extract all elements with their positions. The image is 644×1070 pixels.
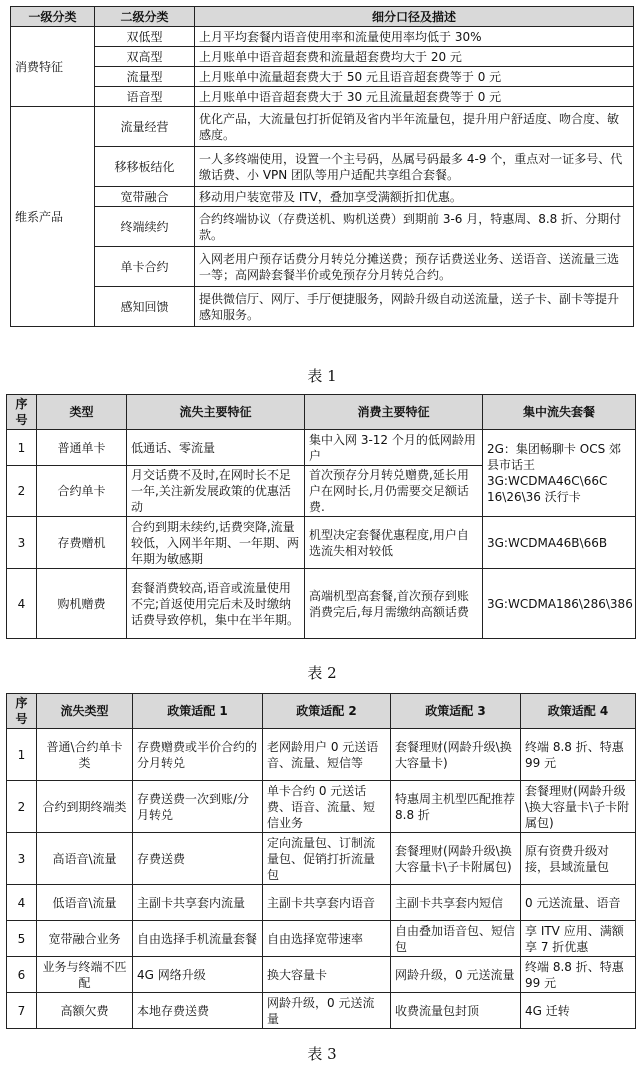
table-row (7, 993, 636, 1029)
policy-cell: 单卡合约 0 元送话费、语音、流量、短信业务 (263, 781, 391, 833)
policy-cell: 终端 8.8 折、特惠 99 元 (521, 957, 636, 993)
policy-cell: 套餐理财(网龄升级\换大容量卡\子卡附属包) (391, 833, 521, 885)
level2-cell: 终端续约 (95, 207, 195, 247)
policy-cell: 网龄升级，0 元送流量 (263, 993, 391, 1029)
header-cell: 细分口径及描述 (195, 7, 634, 27)
consume-feature-cell: 机型决定套餐优惠程度,用户自选流失相对较低 (305, 517, 483, 569)
table-row (11, 87, 634, 107)
loss-feature-cell: 低通话、零流量 (127, 430, 305, 466)
index-cell: 1 (7, 729, 37, 781)
policy-cell: 原有资费升级对接，县域流量包 (521, 833, 636, 885)
header-cell: 序号 (7, 395, 37, 430)
level2-cell: 双高型 (95, 47, 195, 67)
header-cell: 类型 (37, 395, 127, 430)
table-row (7, 957, 636, 993)
table-3-caption: 表 3 (307, 1045, 337, 1063)
policy-cell: 特惠周主机型匹配推荐 8.8 折 (391, 781, 521, 833)
index-cell: 7 (7, 993, 37, 1029)
table-row (7, 569, 636, 639)
policy-cell: 存费赠费或半价合约的分月转兑 (133, 729, 263, 781)
loss-type-cell: 宽带融合业务 (37, 921, 133, 957)
type-cell: 合约单卡 (37, 466, 127, 517)
table-row (7, 729, 636, 781)
index-cell: 4 (7, 885, 37, 921)
consume-feature-cell: 高端机型高套餐,首次预存到账消费完后,每月需缴纳高额话费 (305, 569, 483, 639)
index-cell: 2 (7, 781, 37, 833)
level2-cell: 语音型 (95, 87, 195, 107)
table-2 (6, 394, 636, 639)
table-1-caption: 表 1 (307, 367, 337, 385)
loss-type-cell: 高额欠费 (37, 993, 133, 1029)
consume-feature-cell: 集中入网 3-12 个月的低网龄用户 (305, 430, 483, 466)
header-cell: 集中流失套餐 (483, 395, 636, 430)
table-row (7, 781, 636, 833)
table-row (7, 833, 636, 885)
policy-cell: 存费送费 (133, 833, 263, 885)
desc-cell: 入网老用户预存话费分月转兑分摊送费；预存话费送业务、送语音、送流量三选一等；高网龄套餐半价或免预存分月转兑合约。 (195, 247, 634, 287)
level1-cell: 维系产品 (11, 107, 95, 327)
header-cell: 一级分类 (11, 7, 95, 27)
loss-type-cell: 合约到期终端类 (37, 781, 133, 833)
desc-cell: 上月账单中语音超套费大于 30 元且流量超套费等于 0 元 (195, 87, 634, 107)
header-cell: 消费主要特征 (305, 395, 483, 430)
table-row (11, 27, 634, 47)
index-cell: 1 (7, 430, 37, 466)
type-cell: 存费赠机 (37, 517, 127, 569)
policy-cell: 收费流量包封顶 (391, 993, 521, 1029)
policy-cell: 4G 迁转 (521, 993, 636, 1029)
header-cell: 流失主要特征 (127, 395, 305, 430)
table-row (7, 430, 636, 466)
table-row (11, 207, 634, 247)
loss-feature-cell: 合约到期未续约,话费突降,流量较低，入网半年期、一年期、两年期为敏感期 (127, 517, 305, 569)
policy-cell: 自由叠加语音包、短信包 (391, 921, 521, 957)
plan-cell: 3G:WCDMA46B\66B (483, 517, 636, 569)
policy-cell: 享 ITV 应用、满额享 7 折优惠 (521, 921, 636, 957)
desc-cell: 上月平均套餐内语音使用率和流量使用率均低于 30% (195, 27, 634, 47)
consume-feature-cell: 首次预存分月转兑赠费,延长用户在网时长,月仍需要交足额话费. (305, 466, 483, 517)
level2-cell: 流量经营 (95, 107, 195, 147)
header-cell: 政策适配 4 (521, 694, 636, 729)
policy-cell: 套餐理财(网龄升级\换大容量卡\子卡附属包) (521, 781, 636, 833)
policy-cell: 4G 网络升级 (133, 957, 263, 993)
desc-cell: 一人多终端使用，设置一个主号码，丛属号码最多 4-9 个，重点对一证多号、代缴话费、小 VPN 团队等用户适配共享组合套餐。 (195, 147, 634, 187)
loss-type-cell: 业务与终端不匹配 (37, 957, 133, 993)
desc-cell: 提供微信厅、网厅、手厅便捷服务，网龄升级自动送流量，送子卡、副卡等提升感知服务。 (195, 287, 634, 327)
table-3 (6, 693, 636, 1029)
header-cell: 二级分类 (95, 7, 195, 27)
policy-cell: 主副卡共享套内短信 (391, 885, 521, 921)
index-cell: 2 (7, 466, 37, 517)
table-1 (10, 6, 634, 327)
header-cell: 政策适配 3 (391, 694, 521, 729)
table-row (11, 247, 634, 287)
level2-cell: 感知回馈 (95, 287, 195, 327)
table-row (11, 67, 634, 87)
index-cell: 3 (7, 517, 37, 569)
loss-feature-cell: 月交话费不及时,在网时长不足一年,关注新发展政策的优惠活动 (127, 466, 305, 517)
desc-cell: 上月账单中流量超套费大于 50 元且语音超套费等于 0 元 (195, 67, 634, 87)
table-2-caption: 表 2 (307, 664, 337, 682)
table-row (11, 147, 634, 187)
policy-cell: 换大容量卡 (263, 957, 391, 993)
header-cell: 政策适配 1 (133, 694, 263, 729)
policy-cell: 自由选择手机流量套餐 (133, 921, 263, 957)
plan-cell: 2G：集团畅聊卡 OCS 郊县市话王 3G:WCDMA46C\66C 16\26\36 沃行卡 (483, 430, 636, 517)
level2-cell: 单卡合约 (95, 247, 195, 287)
policy-cell: 0 元送流量、语音 (521, 885, 636, 921)
type-cell: 购机赠费 (37, 569, 127, 639)
index-cell: 3 (7, 833, 37, 885)
table-row (7, 921, 636, 957)
policy-cell: 老网龄用户 0 元送语音、流量、短信等 (263, 729, 391, 781)
level2-cell: 双低型 (95, 27, 195, 47)
policy-cell: 存费送费一次到账/分月转兑 (133, 781, 263, 833)
level2-cell: 移移板结化 (95, 147, 195, 187)
desc-cell: 上月账单中语音超套费和流量超套费均大于 20 元 (195, 47, 634, 67)
header-cell: 序号 (7, 694, 37, 729)
table-header-row (7, 694, 636, 729)
plan-cell: 3G:WCDMA186\286\386 (483, 569, 636, 639)
table-row (11, 107, 634, 147)
loss-type-cell: 低语音\流量 (37, 885, 133, 921)
table-row (11, 187, 634, 207)
policy-cell: 本地存费送费 (133, 993, 263, 1029)
level2-cell: 宽带融合 (95, 187, 195, 207)
policy-cell: 主副卡共享套内语音 (263, 885, 391, 921)
table-row (7, 885, 636, 921)
level2-cell: 流量型 (95, 67, 195, 87)
table-header-row (11, 7, 634, 27)
table-row (11, 47, 634, 67)
index-cell: 4 (7, 569, 37, 639)
level1-cell: 消费特征 (11, 27, 95, 107)
loss-feature-cell: 套餐消费较高,语音或流量使用不完;首返使用完后未及时缴纳话费导致停机，集中在半年期。 (127, 569, 305, 639)
header-cell: 流失类型 (37, 694, 133, 729)
policy-cell: 终端 8.8 折、特惠 99 元 (521, 729, 636, 781)
loss-type-cell: 普通\合约单卡类 (37, 729, 133, 781)
policy-cell: 主副卡共享套内流量 (133, 885, 263, 921)
header-cell: 政策适配 2 (263, 694, 391, 729)
policy-cell: 网龄升级，0 元送流量 (391, 957, 521, 993)
policy-cell: 套餐理财(网龄升级\换大容量卡) (391, 729, 521, 781)
desc-cell: 合约终端协议（存费送机、购机送费）到期前 3-6 月，特惠周、8.8 折、分期付款。 (195, 207, 634, 247)
table-row (7, 517, 636, 569)
table-row (11, 287, 634, 327)
loss-type-cell: 高语音\流量 (37, 833, 133, 885)
desc-cell: 移动用户装宽带及 ITV，叠加享受满额折扣优惠。 (195, 187, 634, 207)
index-cell: 6 (7, 957, 37, 993)
index-cell: 5 (7, 921, 37, 957)
table-header-row (7, 395, 636, 430)
desc-cell: 优化产品，大流量包打折促销及省内半年流量包，提升用户舒适度、吻合度、敏感度。 (195, 107, 634, 147)
policy-cell: 自由选择宽带速率 (263, 921, 391, 957)
policy-cell: 定向流量包、订制流量包、促销打折流量包 (263, 833, 391, 885)
type-cell: 普通单卡 (37, 430, 127, 466)
